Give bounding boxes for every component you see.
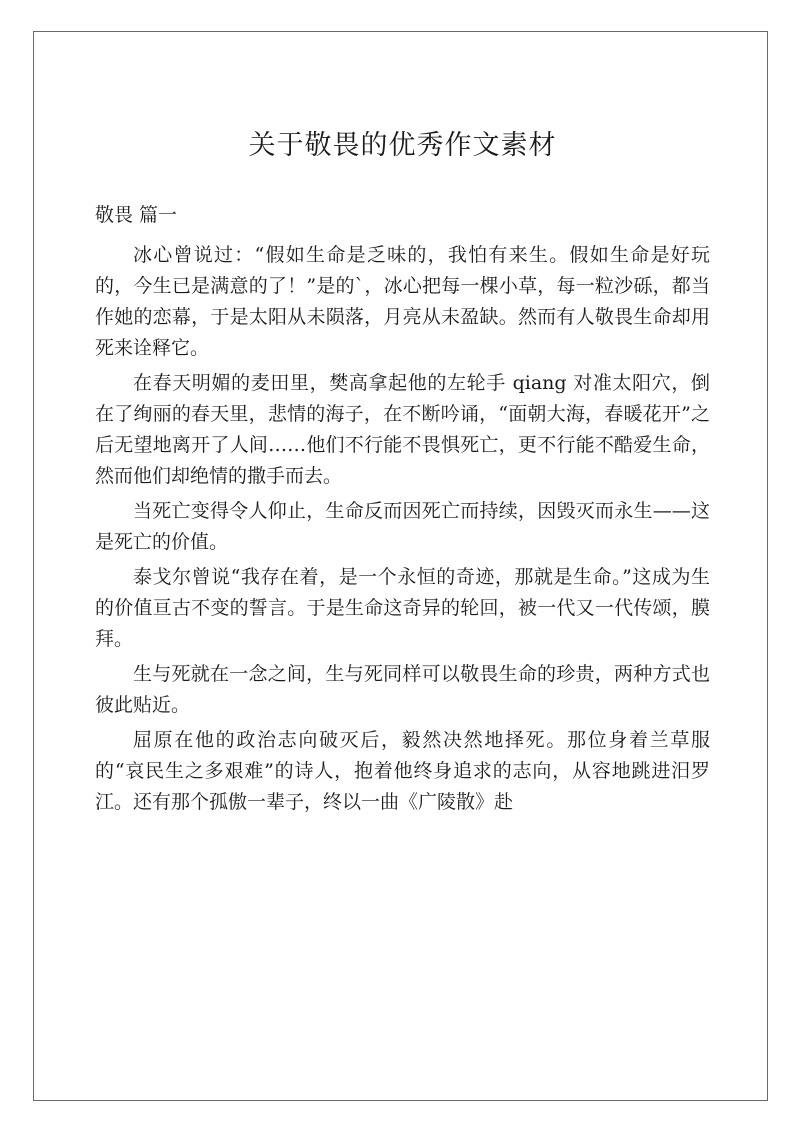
paragraph: 泰戈尔曾说“我存在着，是一个永恒的奇迹，那就是生命。”这成为生的价值亘古不变的誓言。于是生命这奇异的轮回，被一代又一代传颂，膜拜。: [95, 566, 710, 650]
paragraph: 生与死就在一念之间，生与死同样可以敬畏生命的珍贵，两种方式也彼此贴近。: [95, 663, 710, 716]
document-title: 关于敬畏的优秀作文素材: [248, 130, 557, 161]
paragraph: 屈原在他的政治志向破灭后，毅然决然地择死。那位身着兰草服的“哀民生之多艰难”的诗人，抱着他终身追求的志向，从容地跳进汨罗江。还有那个孤傲一辈子，终以一曲《广陵散》赴: [95, 729, 710, 813]
article-text: [95, 240, 710, 822]
paragraph: 当死亡变得令人仰止，生命反而因死亡而持续，因毁灭而永生——这是死亡的价值。: [95, 500, 710, 553]
paragraph: 冰心曾说过：“假如生命是乏味的，我怕有来生。假如生命是好玩的，今生已是满意的了！”是的`，冰心把每一棵小草，每一粒沙砾，都当作她的恋幕，于是太阳从未陨落，月亮从未盈缺。然而有人敬畏生命却用死来诠释它。: [95, 244, 710, 359]
section-heading: 敬畏 篇一: [95, 204, 178, 226]
paragraph: 在春天明媚的麦田里，樊高拿起他的左轮手 qiang 对准太阳穴，倒在了绚丽的春天里，悲情的海子，在不断吟诵，“面朝大海，春暖花开”之后无望地离开了人间……他们不行能不畏惧死亡，更不行能不酷爱生命，然而他们却绝情的撒手而去。: [95, 372, 710, 487]
